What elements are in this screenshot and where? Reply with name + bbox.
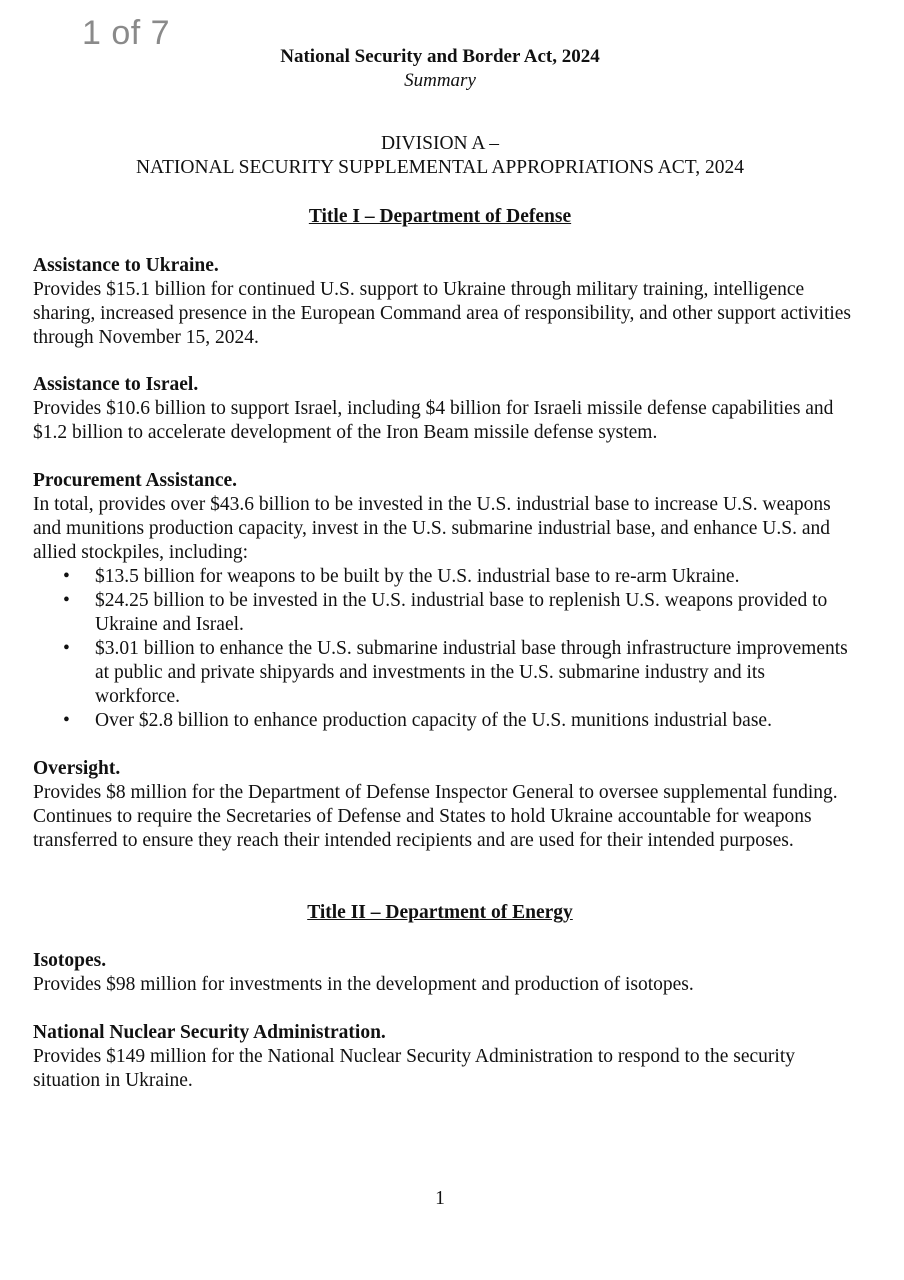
section-body: Provides $10.6 billion to support Israel, including $4 billion for Israeli missile defense capabilities and $1.2 billion to accelerate development of the Iron Beam missile defense system. [33, 398, 834, 443]
section-heading: Assistance to Israel. [33, 374, 199, 395]
section-body: Provides $15.1 billion for continued U.S. support to Ukraine through military training, intelligence sharing, increased presence in the European Command area of responsibility, and other support activities through November 15, 2024. [33, 279, 852, 348]
section-heading: Isotopes. [33, 950, 107, 971]
section-isotopes [33, 949, 853, 997]
list-item [33, 589, 853, 637]
list-item-text: $3.01 billion to enhance the U.S. submarine industrial base through infrastructure improvements at public and private shipyards and investments in the U.S. submarine industry and its workforce. [95, 638, 848, 707]
section-heading: Oversight. [33, 758, 121, 779]
title-two-text: Title II – Department of Energy [307, 902, 573, 923]
list-item-text: Over $2.8 billion to enhance production capacity of the U.S. munitions industrial base. [95, 710, 772, 731]
bullet-icon: • [63, 710, 70, 731]
section-oversight [33, 757, 853, 853]
title-one-heading [0, 206, 880, 228]
division-heading: DIVISION A – [380, 133, 500, 154]
section-procurement [33, 469, 853, 733]
section-body: Provides $8 million for the Department of Defense Inspector General to oversee supplemental funding. Continues to require the Secretaries of Defense and States to hold Ukraine accountable for weapons transferred to ensure they reach their intended recipients and are used for their intended purposes. [33, 782, 838, 851]
section-israel [33, 373, 853, 445]
document-title: National Security and Border Act, 2024 [280, 46, 600, 67]
bullet-icon: • [63, 638, 70, 659]
section-heading: National Nuclear Security Administration. [33, 1022, 386, 1043]
title-two-heading [0, 902, 880, 924]
list-item [33, 637, 853, 709]
bullet-icon: • [63, 566, 70, 587]
page-number: 1 [435, 1188, 445, 1209]
bullet-icon: • [63, 590, 70, 611]
section-body: Provides $98 million for investments in the development and production of isotopes. [33, 974, 694, 995]
list-item-text: $24.25 billion to be invested in the U.S. industrial base to replenish U.S. weapons provided to Ukraine and Israel. [95, 590, 828, 635]
procurement-bullet-list [33, 565, 853, 733]
list-item [33, 565, 853, 589]
section-heading: Procurement Assistance. [33, 470, 237, 491]
section-heading: Assistance to Ukraine. [33, 255, 219, 276]
list-item [33, 709, 853, 733]
section-nnsa [33, 1021, 853, 1093]
section-ukraine [33, 254, 853, 350]
page-counter: 1 of 7 [82, 14, 171, 52]
title-one-text: Title I – Department of Defense [308, 206, 572, 227]
section-body: Provides $149 million for the National Nuclear Security Administration to respond to the security situation in Ukraine. [33, 1046, 795, 1091]
list-item-text: $13.5 billion for weapons to be built by the U.S. industrial base to re-arm Ukraine. [95, 566, 740, 587]
division-act-name: NATIONAL SECURITY SUPPLEMENTAL APPROPRIATIONS ACT, 2024 [135, 157, 745, 178]
section-body: In total, provides over $43.6 billion to be invested in the U.S. industrial base to increase U.S. weapons and munitions production capacity, invest in the U.S. submarine industrial base, and enhance U.S. and allied stockpiles, including: [33, 494, 831, 563]
document-subtitle: Summary [404, 70, 476, 91]
